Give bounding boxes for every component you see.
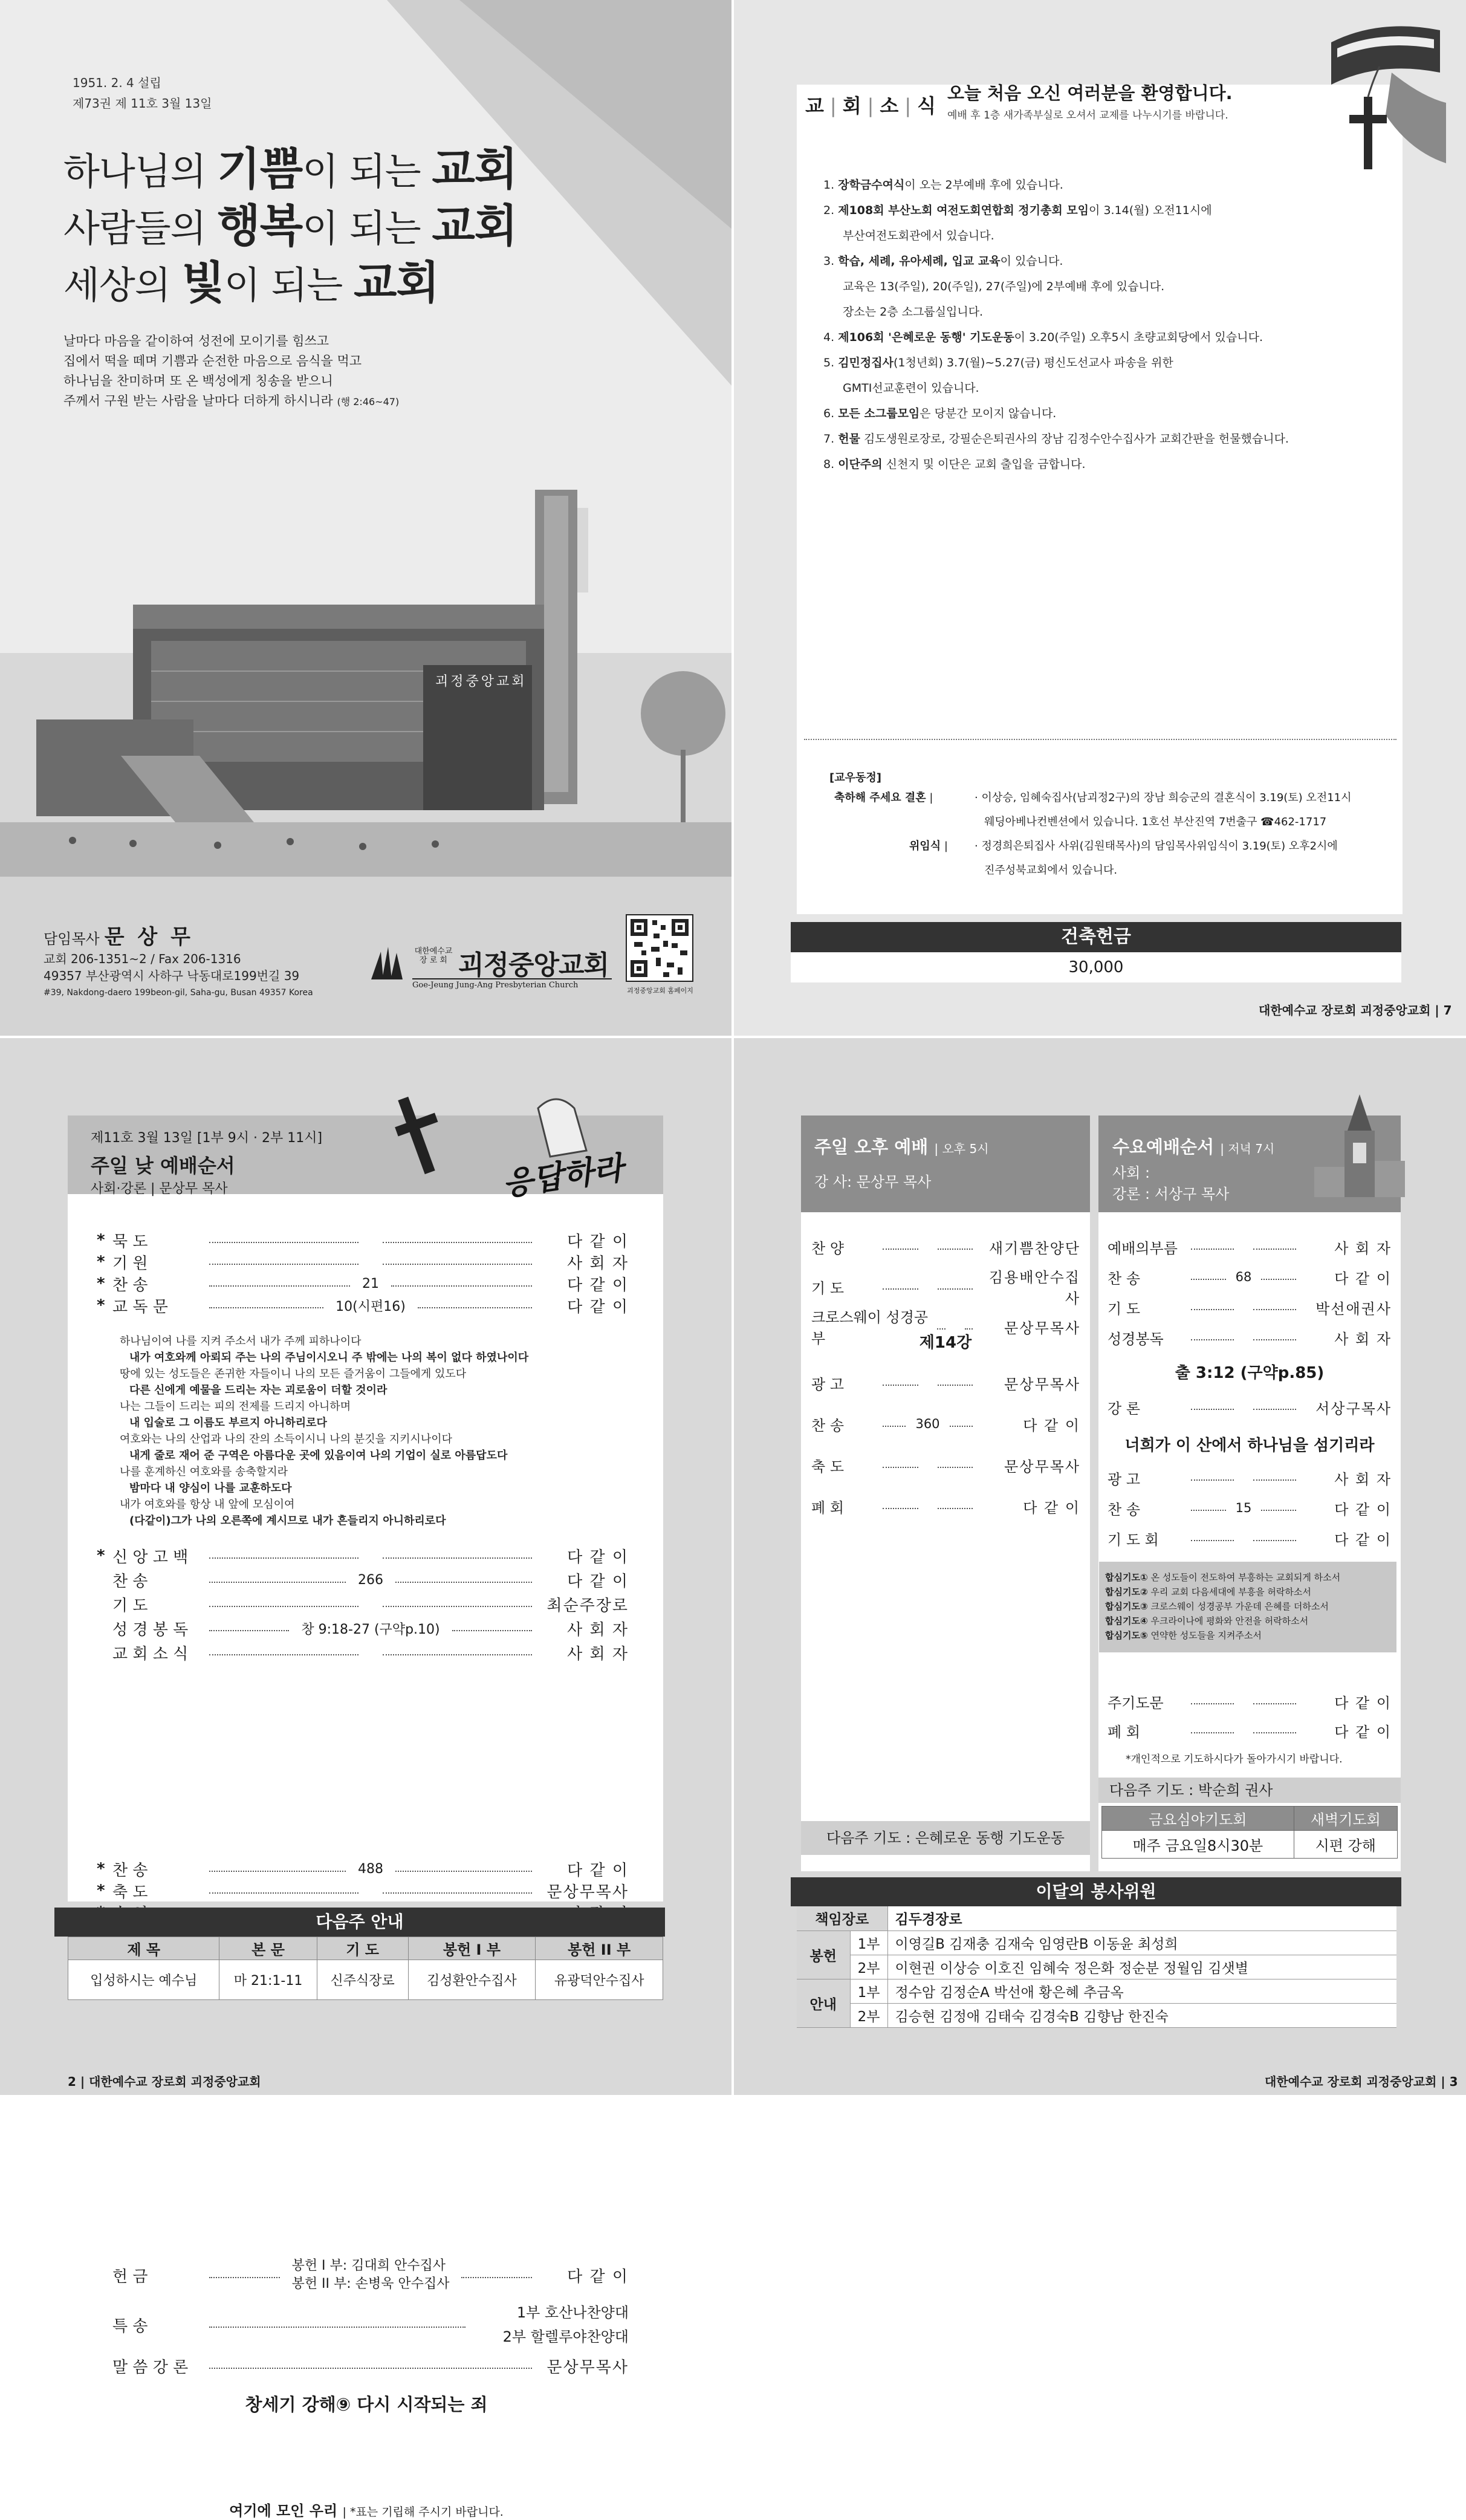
order-row: 기 도 김용배안수집사: [811, 1269, 1080, 1307]
order-row: 주기도문 다 같 이: [1108, 1694, 1392, 1712]
issue-number: 제73권 제 11호 3월 13일: [73, 96, 212, 111]
order-row: * 신 앙 고 백 다 같 이: [97, 1547, 629, 1567]
page-footer: 대한예수교 장로회 괴정중앙교회 | 3: [1265, 2074, 1458, 2089]
order-row: 찬 송 15 다 같 이: [1108, 1501, 1392, 1518]
sunday-service-page: [0, 1037, 733, 2519]
news-item: 5. 김민정집사(1청년회) 3.7(월)~5.27(금) 평신도선교사 파송을 위한: [823, 356, 1173, 369]
afternoon-speaker: 강 사: 문상무 목사: [814, 1174, 932, 1190]
order-row: 찬 송 68 다 같 이: [1108, 1270, 1392, 1287]
cover-headline: [63, 142, 517, 313]
headline-line-1: 하나님의 기쁨이 되는 교회: [63, 143, 517, 195]
next-week-label: 다음주 안내: [54, 1908, 665, 1937]
wednesday-leader: 사회 : 강론 : 서상구 목사: [1112, 1164, 1230, 1203]
cover-page: [0, 0, 733, 1037]
table-row: 봉헌 1부 이영길B 김재충 김재숙 임영란B 이동윤 최성희: [797, 1931, 1396, 1955]
order-row-sermon: 말 씀 강 론 문상무목사: [112, 2358, 629, 2377]
building-fund-value: 30,000: [791, 952, 1401, 982]
meetings-table: 금요심야기도회 새벽기도회 매주 금요일8시30분 시편 강해: [1101, 1806, 1398, 1859]
page-divider-vertical: [731, 0, 734, 2095]
kyowoo-heading: [교우동정]: [829, 771, 882, 784]
headline-line-3: 세상의 빛이 되는 교회: [63, 257, 439, 309]
order-row: * 기 원 사 회 자: [97, 1253, 629, 1273]
kyowoo-installation: 위임식 |: [909, 840, 948, 852]
order-row: 폐 회 다 같 이: [1108, 1723, 1392, 1741]
news-item: 8. 이단주의 신천지 및 이단은 교회 출입을 금합니다.: [823, 458, 1086, 471]
order-row: 크로스웨이 성경공부 문상무목사: [811, 1309, 1080, 1347]
news-item: 6. 모든 소그룹모임은 당분간 모이지 않습니다.: [823, 407, 1057, 420]
cover-footer: [0, 877, 733, 1037]
church-address: 교회 206-1351~2 / Fax 206-1316 49357 부산광역시 사하구 낙동대로199번길 39 #39, Nakdong-daero 199beon-gil, Saha-gu, Busan 49357 Korea: [44, 952, 313, 998]
news-title: 교 | 회 | 소 | 식: [805, 94, 940, 117]
table-row: 입성하시는 예수님 마 21:1-11 신주식장로 김성환안수집사 유광덕안수집사: [68, 1960, 663, 2000]
order-row: 성 경 봉 독 창 9:18-27 (구약p.10) 사 회 자: [112, 1620, 629, 1639]
order-row: 강 론 서상구목사: [1108, 1400, 1392, 1417]
church-news-page: 교 | 회 | 소 | 식 오늘 처음 오신 여러분을 환영합니다. 예배 후 1층 새가족부실로 오셔서 교제를 나누시기를 바랍니다. 1. 장학금수여식이 오는 2부예배 후에 있습니다. 2. 제108회 부산노회 여전도회연합회 정기총회 모임이 3.14(월) 오전11시에 부산여전도회관에서 있습니다. 3. 학습, 세례, 유아세례, 입교 교육이 있습니다. 교육은 13(주일), 20(주일), 27(주일)에 2부예배 후에 있습니다. 장소는 2층 소그룹실입니다. 4. 제106회 '은혜로운 동행' 기도운동이 3.20(주일) 오후5시 초량교회당에서 있습니다. 5. 김민정집사(1청년회) 3.7(월)~5.27(금) 평신도선교사 파송을 위한 GMTI선교훈련이 있습니다. 6. 모든 소그룹모임은 당분간 모이지 않습니다. 7. 헌물 김도생원로장로, 강필순은퇴권사의 장남 김정수안수집사가 교회간판을 헌물했습니다. 8. 이단주의 신천지 및 이단은 교회 출입을 금합니다. [교우동정] 축하해 주세요 결혼 | · 이상승, 임혜숙집사(남괴정2구)의 장남 희승군의 결혼식이 3.19(토) 오전11시 웨딩아베나컨벤션에서 있습니다. 1호선 부산진역 7번출구 ☎462-1717 위임식 | · 정경희은퇴집사 사위(김원태목사)의 담임목사위임식이 3.19(토) 오후2시에 진주성북교회에서 있습니다. 건축헌금 30,000 대한예수교 장로회 괴정중앙교회 | 7: [733, 0, 1466, 1037]
afternoon-next-prayer: 다음주 기도 : 은혜로운 동행 기도운동: [801, 1821, 1090, 1855]
order-row: 찬 양 새기쁨찬양단: [811, 1239, 1080, 1257]
order-row-offering: 헌 금 봉헌 I 부: 김대희 안수집사 봉헌 II 부: 손병욱 안수집사 다 같 이: [112, 2258, 629, 2291]
table-row: 매주 금요일8시30분 시편 강해: [1102, 1831, 1398, 1859]
headline-line-2: 사람들의 행복이 되는 교회: [63, 200, 517, 252]
news-item: 1. 장학금수여식이 오는 2부예배 후에 있습니다.: [823, 178, 1063, 192]
cover-issue-info: [73, 73, 212, 114]
cover-verse: 날마다 마음을 같이하여 성전에 모이기를 힘쓰고 집에서 떡을 떼며 기쁨과 순전한 마음으로 음식을 먹고 하나님을 찬미하며 또 온 백성에게 칭송을 받으니 주께서 구원 받는 사람을 날마다 더하게 하시니라 (행 2:46~47): [63, 334, 400, 408]
order-row: * 교 독 문 10(시편16) 다 같 이: [97, 1296, 629, 1316]
order-row: * 찬 송 21 다 같 이: [97, 1275, 629, 1294]
wednesday-note: *개인적으로 기도하시다가 돌아가시기 바랍니다.: [1126, 1753, 1343, 1765]
table-row: 2부 김승현 김정애 김태숙 김경숙B 김향남 한진숙: [797, 2003, 1396, 2027]
wednesday-sermon: 너희가 이 산에서 하나님을 섬기리라: [1124, 1437, 1375, 1455]
afternoon-wednesday-page: [733, 1037, 1466, 2095]
order-row-special: 특 송 1부 호산나찬양대 2부 할렐루야찬양대: [112, 2304, 629, 2345]
order-row: 예배의부름 사 회 자: [1108, 1239, 1392, 1257]
news-item: 2. 제108회 부산노회 여전도회연합회 정기총회 모임이 3.14(월) 오전11시에: [823, 204, 1212, 217]
wednesday-scripture: 출 3:12 (구약p.85): [1175, 1364, 1325, 1382]
order-row: 광 고 사 회 자: [1108, 1470, 1392, 1488]
order-row: 기 도 박선애권사: [1108, 1300, 1392, 1317]
news-item: 3. 학습, 세례, 유아세례, 입교 교육이 있습니다.: [823, 255, 1063, 268]
order-row: * 축 도 문상무목사: [97, 1882, 629, 1901]
volunteers-label: 이달의 봉사위원: [791, 1877, 1401, 1906]
service-date: 제11호 3월 13일 [1부 9시 · 2부 11시]: [91, 1131, 323, 1146]
founded-date: 1951. 2. 4 설립: [73, 76, 161, 90]
sermon-title: 창세기 강해⑨ 다시 시작되는 죄: [245, 2394, 488, 2415]
service-leader: 사회·강론 | 문상무 목사: [91, 1181, 228, 1197]
order-row: * 묵 도 다 같 이: [97, 1231, 629, 1251]
order-row: 광 고 문상무목사: [811, 1375, 1080, 1393]
afternoon-title: 주일 오후 예배 | 오후 5시: [814, 1137, 989, 1157]
wednesday-title: 수요예배순서 | 저녁 7시: [1112, 1137, 1275, 1157]
volunteers-table: [797, 1906, 1396, 2028]
welcome-message: 오늘 처음 오신 여러분을 환영합니다.: [947, 83, 1233, 103]
verse-reference: (행 2:46~47): [337, 396, 400, 408]
kyowoo-wedding: 축하해 주세요 결혼 |: [834, 791, 933, 804]
order-row: * 찬 송 488 다 같 이: [97, 1860, 629, 1880]
wednesday-next-prayer: 다음주 기도 : 박순희 권사: [1098, 1778, 1401, 1803]
church-steeple-icon: [1314, 1094, 1405, 1197]
calligraphy-title: 응답하라: [500, 1149, 626, 1203]
news-divider: [804, 739, 1396, 740]
welcome-subtext: 예배 후 1층 새가족부실로 오셔서 교제를 나누시기를 바랍니다.: [947, 109, 1228, 122]
order-row: 축 도 문상무목사: [811, 1458, 1080, 1475]
homepage-qr-code[interactable]: [626, 914, 693, 982]
service-title: 주일 낮 예배순서: [91, 1154, 235, 1177]
afternoon-header: [801, 1115, 1090, 1212]
order-row: 찬 송 360 다 같 이: [811, 1417, 1080, 1434]
qr-caption: 괴정중앙교회 홈페이지: [627, 987, 693, 995]
news-list: 1. 장학금수여식이 오는 2부예배 후에 있습니다. 2. 제108회 부산노회 여전도회연합회 정기총회 모임이 3.14(월) 오전11시에 부산여전도회관에서 있습니다. 3. 학습, 세례, 유아세례, 입교 교육이 있습니다. 교육은 13(주일), 20(주일), 27(주일)에 2부예배 후에 있습니다. 장소는 2층 소그룹실입니다. 4. 제106회 '은혜로운 동행' 기도운동이 3.20(주일) 오후5시 초량교회당에서 있습니다. 5. 김민정집사(1청년회) 3.7(월)~5.27(금) 평신도선교사 파송을 위한 GMTI선교훈련이 있습니다. 6. 모든 소그룹모임은 당분간 모이지 않습니다. 7. 헌물 김도생원로장로, 강필순은퇴권사의 장남 김정수안수집사가 교회간판을 헌물했습니다. 8. 이단주의 신천지 및 이단은 교회 출입을 금합니다.: [823, 172, 1367, 477]
news-item: 7. 헌물 김도생원로장로, 강필순은퇴권사의 장남 김정수안수집사가 교회간판을 헌물했습니다.: [823, 432, 1289, 446]
prayer-list: 합심기도① 온 성도들이 전도하여 부흥하는 교회되게 하소서 합심기도② 우리 교회 다음세대에 부흥을 허락하소서 합심기도③ 크로스웨이 성경공부 가운데 은혜를 더하소서 합심기도④ 우크라이나에 평화와 안전을 허락하소서 합심기도⑤ 연약한 성도들을 지켜주소서: [1099, 1562, 1396, 1652]
table-row: 안내 1부 정수암 김정순A 박선애 황은혜 추금옥: [797, 1979, 1396, 2003]
church-logo: 대한예수교 장 로 회 괴정중앙교회 Goe-Jeung Jung-Ang Presbyterian Church: [369, 943, 611, 992]
order-row: 기 도 최순주장로: [112, 1596, 629, 1615]
afternoon-lesson: 제14강: [919, 1334, 972, 1352]
table-row: 2부 이현권 이상승 이호진 임혜숙 정은화 정순분 정월임 김샛별: [797, 1955, 1396, 1979]
next-week-table: 제 목 본 문 기 도 봉헌 I 부 봉헌 II 부 입성하시는 예수님 마 21:1-11 신주식장로 김성환안수집사 유광덕안수집사: [68, 1937, 663, 2000]
news-item: 4. 제106회 '은혜로운 동행' 기도운동이 3.20(주일) 오후5시 초량교회당에서 있습니다.: [823, 331, 1263, 344]
table-row: 책임장로 김두경장로: [797, 1906, 1396, 1931]
building-sign: 괴정중앙교회: [435, 674, 527, 689]
order-row: 교 회 소 식 사 회 자: [112, 1645, 629, 1663]
responsive-reading: 하나님이여 나를 지켜 주소서 내가 주께 피하나이다 내가 여호와께 아뢰되 주는 나의 주님이시오니 주 밖에는 나의 복이 없다 하였나이다 땅에 있는 성도들은 존귀한 자들이니 나의 모든 즐거움이 그들에게 있도다 다른 신에게 예물을 드리는 자는 괴로움이 더할 것이라 나는 그들이 드리는 피의 전제를 드리지 아니하며 내 입술로 그 이름도 부르지 아니하리로다 여호와는 나의 산업과 나의 잔의 소득이시니 나의 분깃을 지키시나이다 내게 줄로 재어 준 구역은 아름다운 곳에 있음이여 나의 기업이 실로 아름답도다 나를 훈계하신 여호와를 송축할지라 밤마다 내 양심이 나를 교훈하도다 내가 여호와를 항상 내 앞에 모심이여 (다같이)그가 나의 오른쪽에 계시므로 내가 흔들리지 아니하리로다: [120, 1335, 529, 1527]
pastor-info: 담임목사 문 상 무: [44, 925, 193, 949]
order-row: 찬 송 266 다 같 이: [112, 1572, 629, 1591]
together-line: 여기에 모인 우리 | *표는 기립해 주시기 바랍니다.: [229, 2502, 504, 2519]
building-fund-label: 건축헌금: [791, 922, 1401, 952]
bible-cross-icon: [1313, 6, 1446, 187]
church-logo-icon: [369, 946, 407, 982]
order-row: 성경봉독 사 회 자: [1108, 1330, 1392, 1348]
order-row: 기 도 회 다 같 이: [1108, 1531, 1392, 1548]
afternoon-card: [801, 1115, 1090, 1871]
page-footer: 2 | 대한예수교 장로회 괴정중앙교회: [68, 2074, 261, 2089]
page-footer: 대한예수교 장로회 괴정중앙교회 | 7: [1259, 1003, 1452, 1018]
order-row: 폐 회 다 같 이: [811, 1499, 1080, 1516]
